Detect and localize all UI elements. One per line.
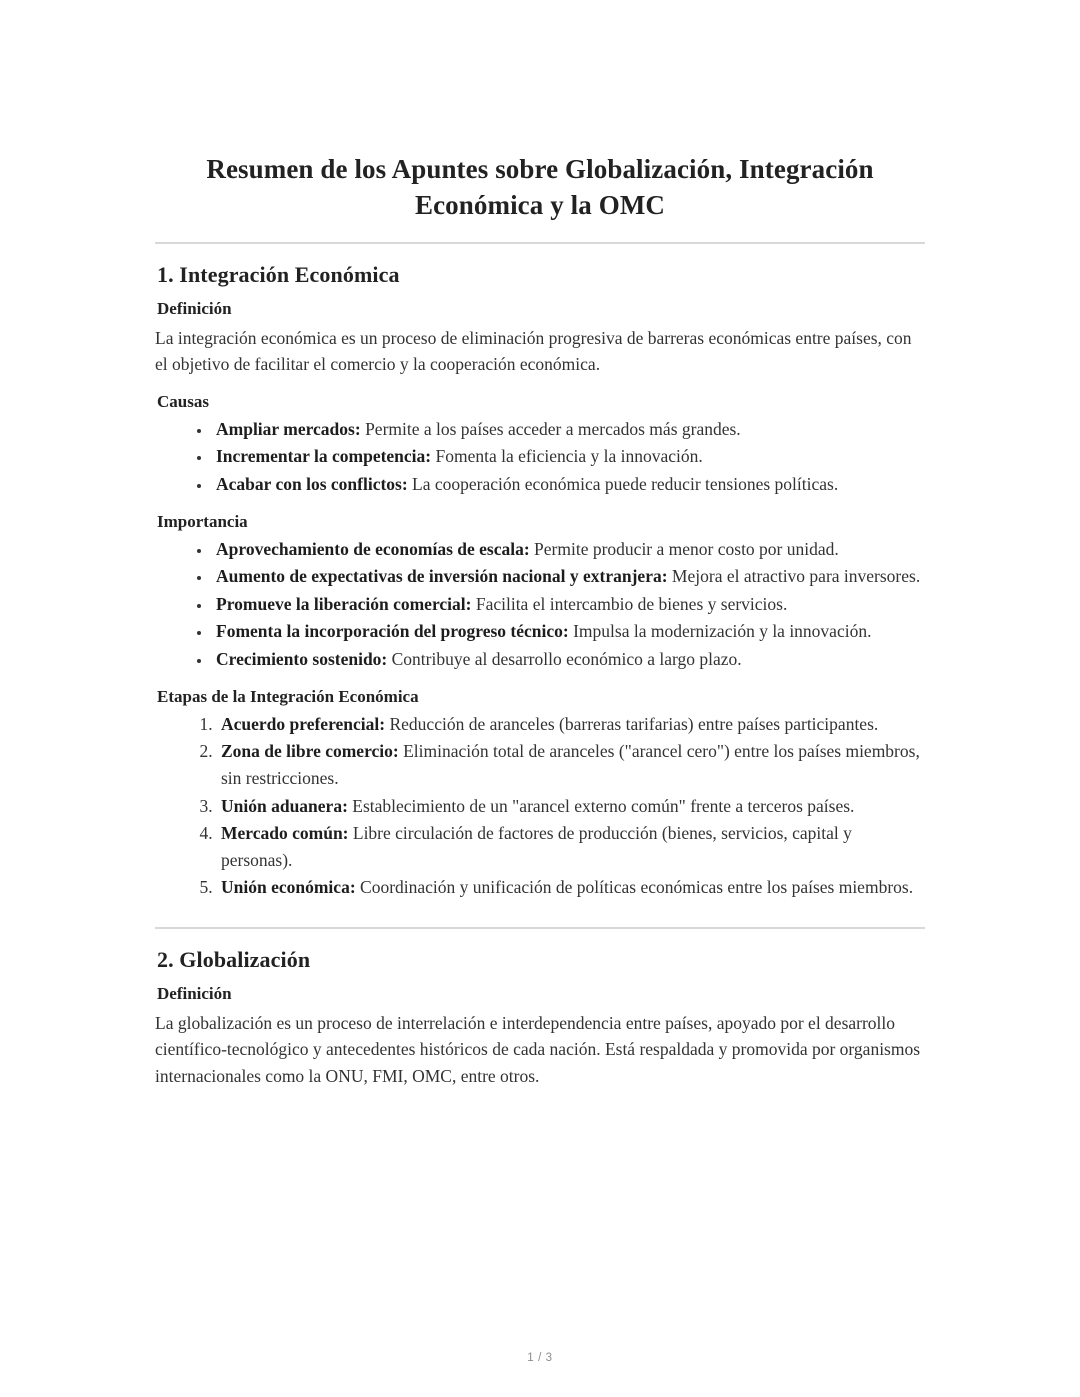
subheading-importancia: Importancia — [157, 511, 248, 531]
document-content — [155, 140, 925, 1089]
importancia-list — [155, 536, 925, 673]
list-item — [212, 536, 925, 563]
list-item-term: Ampliar mercados: — [216, 418, 361, 439]
list-item — [212, 618, 925, 645]
list-item-desc: Eliminación total de aranceles ("arancel cero") entre los países miembros, sin restricciones. — [221, 741, 920, 788]
list-item — [212, 646, 925, 673]
etapas-list — [155, 711, 925, 901]
section-integracion-economica — [155, 261, 925, 901]
list-item — [212, 471, 925, 498]
list-item — [217, 820, 925, 873]
list-item-term: Zona de libre comercio: — [221, 741, 399, 762]
list-item-term: Acabar con los conflictos: — [216, 473, 408, 494]
list-item-desc: Facilita el intercambio de bienes y servicios. — [471, 593, 788, 614]
list-item-term: Crecimiento sostenido: — [216, 649, 388, 670]
list-item-desc: Permite producir a menor costo por unidad. — [529, 538, 839, 559]
list-item-desc: La cooperación económica puede reducir tensiones políticas. — [407, 473, 839, 494]
list-item-term: Aprovechamiento de economías de escala: — [216, 538, 530, 559]
list-item-desc: Establecimiento de un "arancel externo común" frente a terceros países. — [347, 795, 855, 816]
list-item-term: Mercado común: — [221, 823, 349, 844]
list-item — [212, 591, 925, 618]
list-item-desc: Permite a los países acceder a mercados más grandes. — [360, 418, 741, 439]
definicion-paragraph-2: La globalización es un proceso de interrelación e interdependencia entre países, apoyado por el desarrollo científico-tecnológico y antecedentes históricos de cada nación. Está respaldada y promovida por organismos internacionales como la ONU, FMI, OMC, entre otros. — [155, 1012, 921, 1086]
list-item — [217, 738, 925, 791]
list-item-desc: Contribuye al desarrollo económico a largo plazo. — [387, 649, 742, 670]
list-item-desc: Reducción de aranceles (barreras tarifarias) entre países participantes. — [385, 713, 879, 734]
list-item-desc: Fomenta la eficiencia y la innovación. — [431, 446, 703, 467]
list-item-desc: Impulsa la modernización y la innovación. — [568, 621, 872, 642]
list-item — [217, 793, 925, 820]
list-item — [212, 416, 925, 443]
list-item-desc: Coordinación y unificación de políticas económicas entre los países miembros. — [355, 877, 914, 898]
section-heading-2: 2. Globalización — [157, 946, 311, 972]
list-item-term: Acuerdo preferencial: — [221, 713, 386, 734]
section-divider — [155, 927, 925, 929]
list-item-desc: Mejora el atractivo para inversores. — [667, 566, 921, 587]
causas-list — [155, 416, 925, 498]
section-heading-1: 1. Integración Económica — [157, 261, 400, 287]
title-divider — [155, 242, 925, 244]
list-item-term: Unión aduanera: — [221, 795, 348, 816]
subheading-definicion-1: Definición — [157, 299, 232, 319]
list-item-term: Aumento de expectativas de inversión nacional y extranjera: — [216, 566, 668, 587]
list-item — [217, 711, 925, 738]
list-item — [217, 874, 925, 901]
definicion-paragraph-1: La integración económica es un proceso de eliminación progresiva de barreras económicas entre países, con el objetivo de facilitar el comercio y la cooperación económica. — [155, 327, 912, 375]
list-item — [212, 563, 925, 590]
list-item-desc: Libre circulación de factores de producción (bienes, servicios, capital y personas). — [221, 823, 852, 870]
list-item-term: Incrementar la competencia: — [216, 446, 432, 467]
page-number-footer: 1 / 3 — [527, 1352, 553, 1364]
page-title: Resumen de los Apuntes sobre Globalización, Integración Económica y la OMC — [206, 154, 874, 220]
list-item-term: Promueve la liberación comercial: — [216, 593, 472, 614]
section-globalizacion — [155, 946, 925, 1089]
list-item-term: Fomenta la incorporación del progreso técnico: — [216, 621, 569, 642]
list-item — [212, 443, 925, 470]
subheading-causas: Causas — [157, 391, 209, 411]
subheading-etapas: Etapas de la Integración Económica — [157, 686, 419, 706]
subheading-definicion-2: Definición — [157, 984, 232, 1004]
list-item-term: Unión económica: — [221, 877, 356, 898]
